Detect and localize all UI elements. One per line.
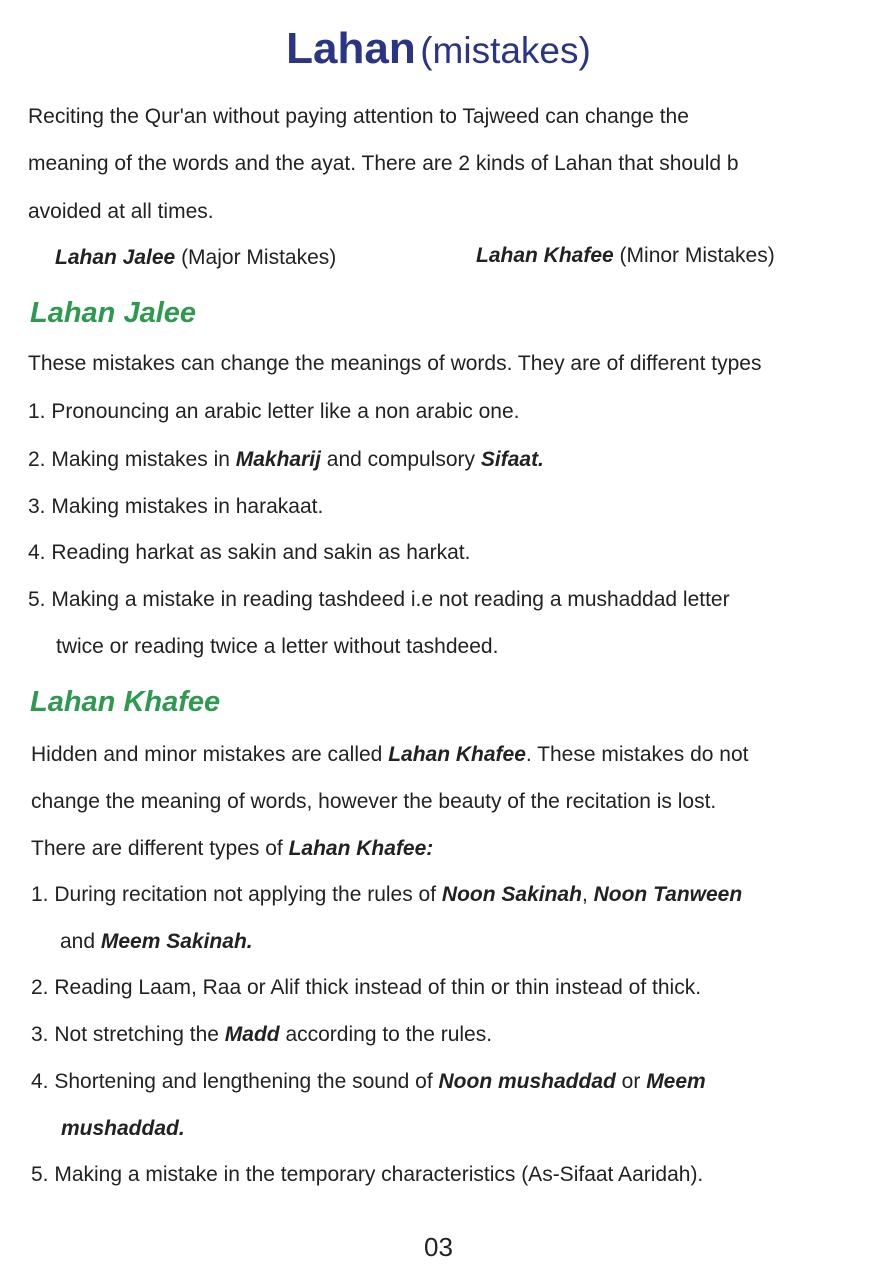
khafee-item-5: 5. Making a mistake in the temporary characteristics (As-Sifaat Aaridah). [31, 1163, 704, 1186]
khafee-item-4-pre: 4. Shortening and lengthening the sound of [31, 1070, 439, 1093]
kind-minor [476, 245, 775, 266]
jalee-item-2-term-1: Makharij [235, 448, 321, 471]
khafee-item-2: 2. Reading Laam, Raa or Alif thick instead of thin or thin instead of thick. [31, 976, 702, 999]
khafee-para-3-pre: There are different types of [31, 837, 289, 860]
khafee-item-3-term: Madd [224, 1023, 280, 1046]
khafee-item-1-pre: 1. During recitation not applying the rules of [31, 883, 442, 906]
kind-minor-desc: (Minor Mistakes) [613, 244, 775, 267]
khafee-item-1-term-1: Noon Sakinah [441, 883, 582, 906]
intro-line-3: avoided at all times. [28, 200, 214, 223]
page-number: 03 [424, 1232, 453, 1262]
kind-major [55, 247, 336, 268]
khafee-item-4-mid: or [615, 1070, 647, 1093]
jalee-item-2-mid: and compulsory [320, 448, 481, 471]
kind-minor-term: Lahan Khafee [476, 244, 614, 267]
intro-line-2: meaning of the words and the ayat. There are 2 kinds of Lahan that should b [28, 152, 739, 175]
jalee-item-2 [28, 449, 544, 470]
jalee-item-5-line-2: twice or reading twice a letter without tashdeed. [56, 635, 499, 658]
khafee-item-1 [31, 884, 742, 905]
intro-line-1: Reciting the Qur'an without paying attention to Tajweed can change the [28, 105, 689, 128]
kind-major-term: Lahan Jalee [55, 246, 176, 269]
khafee-item-4-line-2: mushaddad. [61, 1117, 185, 1140]
jalee-item-3: 3. Making mistakes in harakaat. [28, 495, 324, 518]
khafee-item-1-line-2 [60, 931, 253, 952]
khafee-para-3-term: Lahan Khafee: [288, 837, 434, 860]
khafee-para-1-pre: Hidden and minor mistakes are called [31, 743, 389, 766]
title-main: Lahan [286, 24, 416, 73]
khafee-para-1-post: . These mistakes do not [525, 743, 749, 766]
khafee-para-1 [31, 744, 748, 765]
jalee-item-2-term-2: Sifaat. [480, 448, 544, 471]
khafee-item-1-term-2: Noon Tanween [593, 883, 743, 906]
jalee-item-5-line-1: 5. Making a mistake in reading tashdeed i.e not reading a mushaddad letter [28, 588, 730, 611]
heading-lahan-khafee: Lahan Khafee [30, 686, 221, 718]
jalee-item-1: 1. Pronouncing an arabic letter like a non arabic one. [28, 400, 520, 423]
jalee-item-2-pre: 2. Making mistakes in [28, 448, 236, 471]
khafee-item-3 [31, 1024, 492, 1045]
khafee-item-4 [31, 1071, 706, 1092]
khafee-para-1-term: Lahan Khafee [388, 743, 526, 766]
khafee-para-3 [31, 838, 433, 859]
jalee-intro: These mistakes can change the meanings of words. They are of different types [28, 352, 762, 375]
khafee-item-4-term-1: Noon mushaddad [438, 1070, 616, 1093]
heading-lahan-jalee: Lahan Jalee [30, 297, 197, 329]
khafee-item-1-mid: , [581, 883, 594, 906]
kind-major-desc: (Major Mistakes) [175, 246, 337, 269]
title-sub: (mistakes) [420, 30, 591, 71]
khafee-item-3-post: according to the rules. [279, 1023, 493, 1046]
page-title [0, 24, 877, 74]
khafee-para-2: change the meaning of words, however the beauty of the recitation is lost. [31, 790, 717, 813]
khafee-item-4-term-2: Meem [646, 1070, 706, 1093]
jalee-item-4: 4. Reading harkat as sakin and sakin as harkat. [28, 541, 471, 564]
khafee-item-1-line-2-term: Meem Sakinah. [100, 930, 253, 953]
khafee-item-3-pre: 3. Not stretching the [31, 1023, 225, 1046]
khafee-item-1-line-2-pre: and [60, 930, 101, 953]
